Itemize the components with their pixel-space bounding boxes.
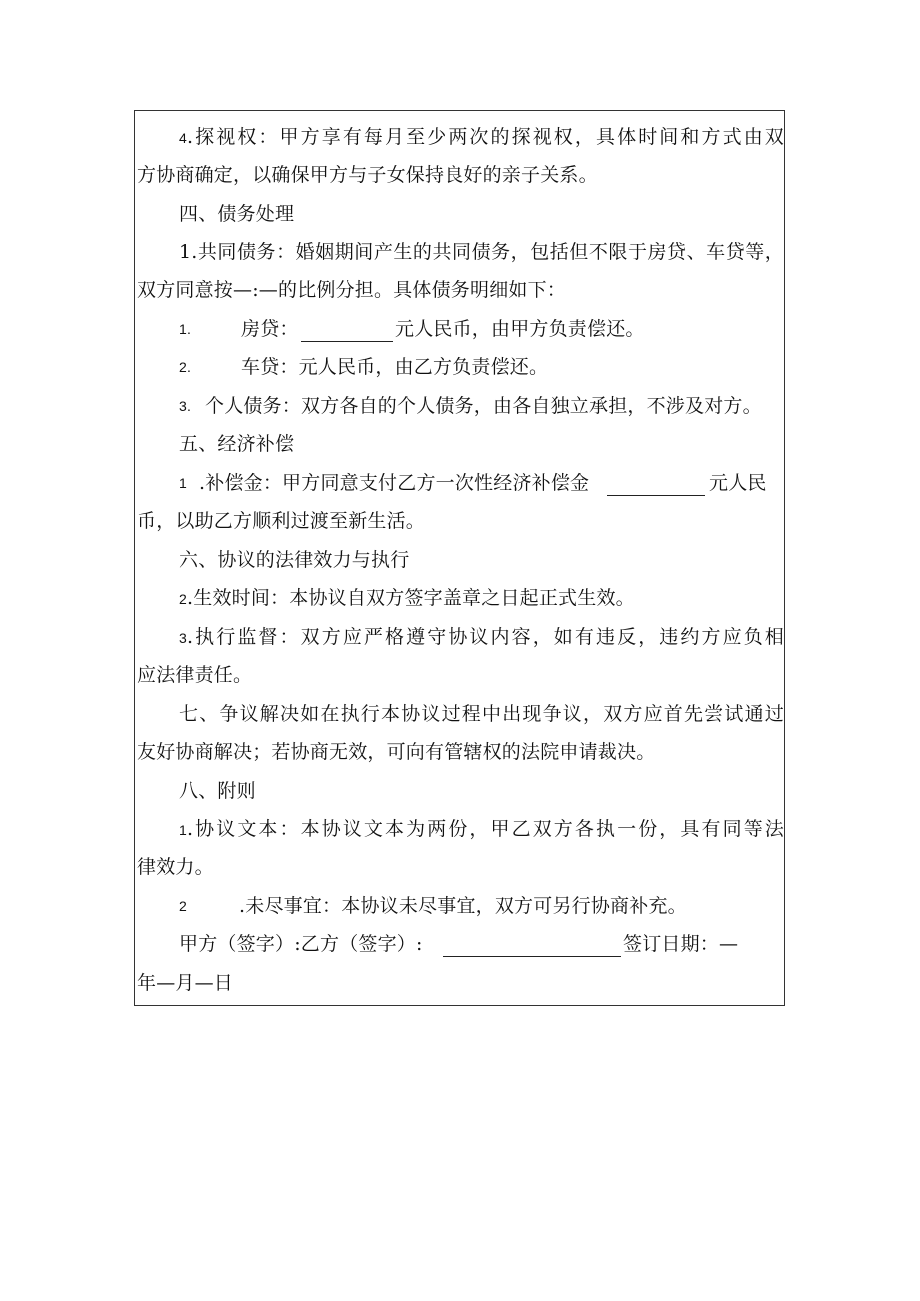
car-loan-line bbox=[135, 348, 786, 386]
mortgage-line bbox=[135, 310, 786, 348]
document-frame bbox=[134, 110, 785, 1006]
compensation-line-1 bbox=[135, 464, 786, 502]
signature-blank bbox=[443, 932, 621, 957]
item-number: 3 bbox=[179, 630, 187, 646]
signing-date-label: 签订日期：— bbox=[623, 933, 739, 955]
mortgage-amount-blank bbox=[301, 317, 393, 342]
mortgage-label: 房贷： bbox=[241, 318, 299, 340]
supervision-text: .执行监督：双方应严格遵守协议内容，如有违反，违约方应负相 bbox=[187, 626, 784, 648]
section-heading-misc: 八、附则 bbox=[179, 780, 256, 802]
item-number: 1 bbox=[179, 822, 187, 838]
compensation-line-2: 币，以助乙方顺利过渡至新生活。 bbox=[137, 510, 426, 532]
visitation-line-1 bbox=[135, 118, 786, 156]
compensation-unit: 元人民 bbox=[709, 472, 767, 494]
section-heading-debt: 四、债务处理 bbox=[179, 203, 295, 225]
visitation-line-2: 方协商确定，以确保甲方与子女保持良好的亲子关系。 bbox=[137, 164, 598, 186]
personal-debt-line bbox=[135, 387, 786, 425]
section-heading-compensation: 五、经济补偿 bbox=[179, 433, 295, 455]
signature-line bbox=[135, 925, 786, 963]
car-loan-text: 车贷：元人民币，由乙方负责偿还。 bbox=[241, 356, 549, 378]
joint-debt-line-1: 1.共同债务：婚姻期间产生的共同债务，包括但不限于房贷、车贷等， bbox=[179, 241, 784, 263]
item-number: 3. bbox=[179, 398, 192, 414]
effective-time-line bbox=[135, 579, 830, 617]
supervision-line-1 bbox=[135, 618, 786, 656]
unfinished-matters-line bbox=[135, 887, 786, 925]
personal-debt-text: 个人债务：双方各自的个人债务，由各自独立承担，不涉及对方。 bbox=[205, 395, 762, 417]
item-number: 4 bbox=[179, 130, 187, 146]
item-number: 2 bbox=[179, 898, 187, 914]
copies-text: .协议文本：本协议文本为两份，甲乙双方各执一份，具有同等法 bbox=[187, 818, 784, 840]
signing-date-line: 年—月—日 bbox=[137, 972, 234, 994]
item-number: 1. bbox=[179, 321, 192, 337]
compensation-amount-blank bbox=[607, 471, 705, 496]
effective-time-text: .生效时间：本协议自双方签字盖章之日起正式生效。 bbox=[187, 587, 635, 609]
visitation-text: .探视权：甲方享有每月至少两次的探视权，具体时间和方式由双 bbox=[187, 126, 784, 148]
mortgage-text: 元人民币，由甲方负责偿还。 bbox=[395, 318, 645, 340]
item-number: 1 bbox=[179, 475, 187, 491]
compensation-text: .补偿金：甲方同意支付乙方一次性经济补偿金 bbox=[199, 472, 590, 494]
copies-line-2: 律效力。 bbox=[137, 856, 214, 878]
joint-debt-line-2: 双方同意按—:—的比例分担。具体债务明细如下： bbox=[137, 279, 567, 301]
unfinished-matters-text: .未尽事宜：本协议未尽事宜，双方可另行协商补充。 bbox=[239, 895, 687, 917]
signature-parties-label: 甲方（签字）:乙方（签字）: bbox=[179, 933, 423, 955]
copies-line-1 bbox=[135, 810, 786, 848]
section-heading-effect: 六、协议的法律效力与执行 bbox=[179, 549, 410, 571]
dispute-line-2: 友好协商解决；若协商无效，可向有管辖权的法院申请裁决。 bbox=[137, 741, 656, 763]
dispute-line-1: 七、争议解决如在执行本协议过程中出现争议，双方应首先尝试通过 bbox=[179, 703, 784, 725]
item-number: 2 bbox=[179, 591, 187, 607]
supervision-line-2: 应法律责任。 bbox=[137, 664, 253, 686]
item-number: 2. bbox=[179, 359, 192, 375]
